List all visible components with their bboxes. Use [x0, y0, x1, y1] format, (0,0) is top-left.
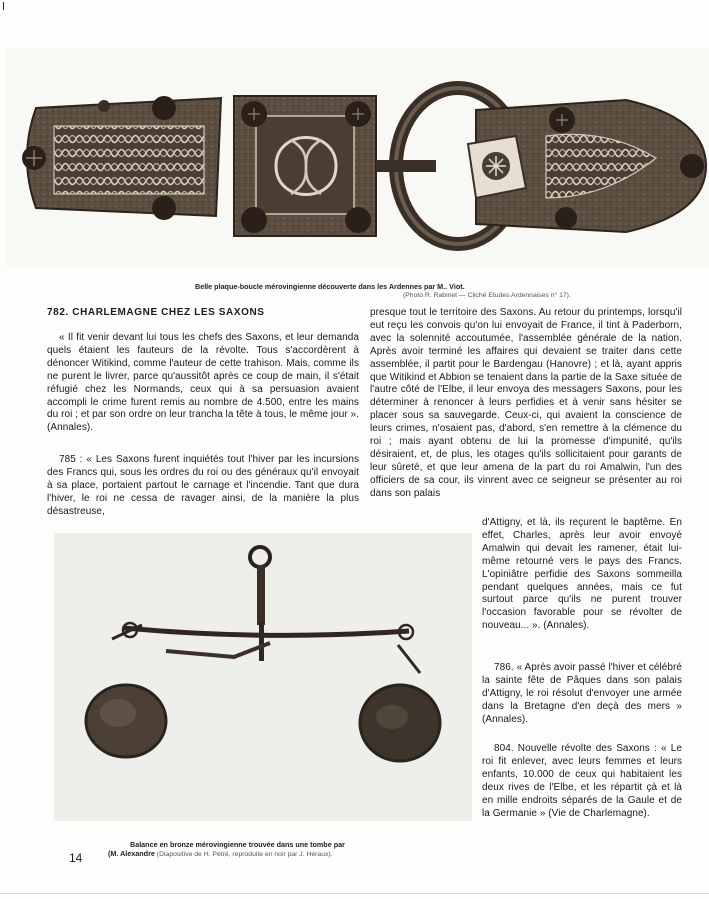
buckle-photograph — [6, 48, 709, 268]
col1-paragraph-1: « Il fit venir devant lui tous les chefs des Saxons, et leur demanda quels étaient les fauteurs de la révolte. Tous s'accordèrent à dénoncer Witikind, comme l'auteur de cette trahison. Mais, comme ils ne purent le livrer, parce qu'aussitôt après ce coup de main, il s'était réfugié chez les Normands, ceux qui à sa persuasion avaient accompli le crime furent remis au nombre de 4.500, entre les mains du roi ; et par son ordre on leur trancha la tête à tous, le même jour ». (Annales). — [47, 332, 359, 434]
bottom-caption-title: Balance en bronze mérovingienne trouvée dans une tombe par — [130, 840, 345, 849]
scale-photograph — [54, 533, 472, 821]
page-number: 14 — [69, 851, 83, 865]
right-plate — [468, 100, 706, 232]
col2-paragraph-1: presque tout le territoire des Saxons. Au retour du printemps, lorsqu'il eut reçu les convois qu'on lui envoyait de France, il tint à Paderborn, avec la solennité accoutumée, l'assemblée générale de la nation. Après avoir terminé les affaires qui devaient se traiter dans cette assemblée, il partit pour le Bardengau (Hanovre) ; et là, ayant appris que Witikind et Abbion se tenaient dans la partie de la Saxe située de l'autre côté de l'Elbe, il leur envoya des messagers Saxons, pour les déterminer à renoncer à leurs perfidies et à venir sans hésiter se placer sous sa sauvegarde. Ceux-ci, qui avaient la conscience de leurs crimes, n'osaient pas, d'abord, s'en remettre à la clémence du roi ; mais ayant obtenu de lui la promesse d'impunité, qu'ils désiraient, et, de plus, les otages qu'ils sollicitaient pour garants de leur sûreté, et que leur amena de la part du roi Amalwin, l'un des officiers de sa cour, ils vinrent avec ce seigneur se présenter au roi dans son palais — [370, 307, 682, 499]
section-heading: 782. CHARLEMAGNE CHEZ LES SAXONS — [47, 307, 265, 318]
left-plate — [22, 96, 221, 220]
paragraph-3-body: « Le roi fit enlever, avec leurs femmes et leurs enfants, 10.000 de ceux qui habitaient les deux rives de l'Elbe, et les répartit çà et là en mille endroits séparés de la Gaule et de la Germanie » (Vie de Charlemagne). — [482, 743, 682, 819]
corner-mark — [3, 2, 4, 10]
paragraph-3-heading: 804. Nouvelle révolte des Saxons : — [494, 743, 657, 754]
top-photo-credit: (Photo R. Rabinet — Cliché Etudes Ardennaises n° 17). — [403, 292, 571, 299]
center-plate — [234, 96, 376, 236]
col2-paragraph-1-continued: d'Attigny, et là, ils reçurent le baptême. En effet, Charles, après leur avoir envoyé Amalwin qui devait les ramener, était lui-même retourné vers le pays des Francs. L'opiniâtre perfidie des Saxons sommeilla pendant quelques années, mais ce fut surtout parce qu'ils ne purent trouver l'occasion favorable pour se révolter de nouveau... ». (Annales). — [482, 517, 682, 632]
bottom-caption-author: (M. Alexandre — [108, 849, 155, 858]
bottom-caption-credit: (Diapositive de H. Pétré, reproduite en noir par J. Héraux). — [156, 851, 333, 858]
col1-paragraph-2: 785 : « Les Saxons furent inquiétés tout l'hiver par les incursions des Francs qui, sous les ordres du roi ou des généraux qu'il envoyait à sa place, portaient partout le carnage et l'incendie. Tant que dura l'hiver, le roi ne cessa de ravager ainsi, de la manière la plus désastreuse, — [47, 454, 359, 517]
buckle-illustration — [6, 48, 709, 268]
bottom-photo-caption — [108, 840, 470, 859]
col2-paragraph-3 — [482, 743, 682, 820]
top-caption-title: Belle plaque-boucle mérovingienne découverte dans les Ardennes par M.. Viot. — [195, 282, 465, 291]
col2-paragraph-2: 786. « Après avoir passé l'hiver et célébré la sainte fête de Pâques dans son palais d'Attigny, le roi résolut d'envoyer une armée dans la Bretagne d'en deçà des mers » (Annales). — [482, 662, 682, 725]
page-edge-line — [0, 893, 709, 894]
top-photo-caption — [195, 282, 595, 291]
scale-illustration — [54, 533, 472, 821]
